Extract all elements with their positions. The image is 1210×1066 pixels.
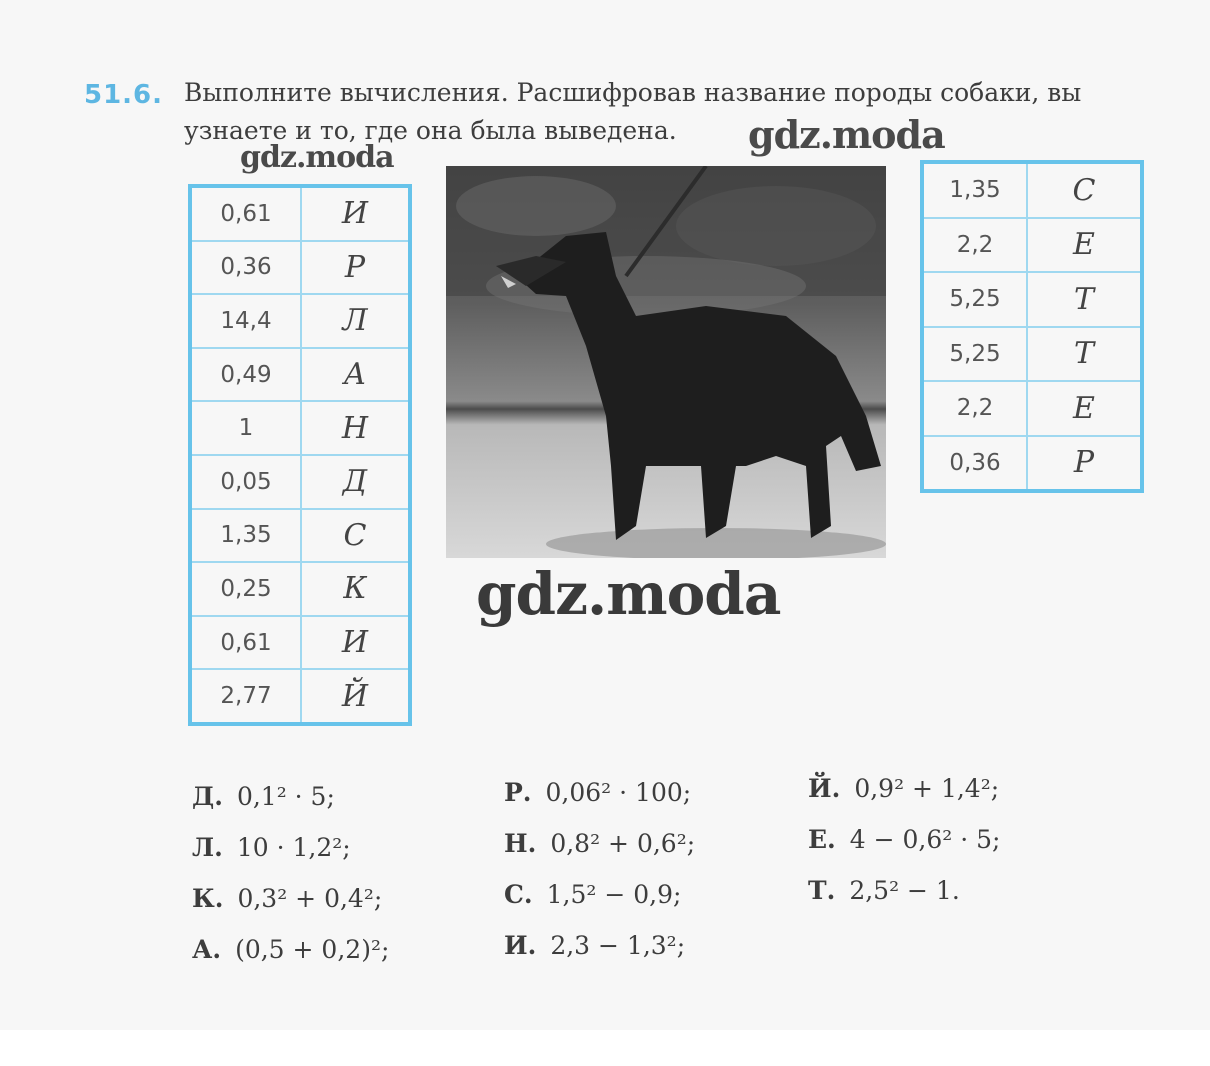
table-row (192, 563, 408, 617)
expression-formula: 0,06² · 100; (545, 778, 692, 807)
table-row (924, 328, 1140, 383)
watermark: gdz.moda (476, 560, 781, 628)
answer-letter: И (341, 625, 369, 661)
expression-item (504, 778, 695, 829)
answer-value: 1,35 (924, 164, 1028, 217)
answer-letter: С (343, 517, 367, 553)
task-number: 51.6. (84, 80, 164, 110)
expression-letter: С. (504, 880, 533, 909)
expression-formula: 2,3 − 1,3²; (550, 931, 686, 960)
answer-value: 2,2 (924, 382, 1028, 435)
table-row (924, 437, 1140, 490)
expression-item (808, 825, 1000, 876)
watermark: gdz.moda (748, 112, 945, 157)
expression-column (504, 778, 695, 982)
answer-letter: Л (342, 303, 368, 339)
answer-value: 5,25 (924, 328, 1028, 381)
answer-value: 0,05 (192, 456, 302, 508)
expression-formula: 1,5² − 0,9; (546, 880, 682, 909)
answer-value: 0,25 (192, 563, 302, 615)
answer-letter: А (343, 357, 367, 393)
table-row (192, 456, 408, 510)
answer-value: 1 (192, 402, 302, 454)
task-text: Выполните вычисления. Расшифровав название породы собаки, вы узнаете и то, где она была выведена. (184, 78, 1082, 145)
answer-letter: С (1072, 172, 1096, 208)
table-row (924, 164, 1140, 219)
expression-formula: 0,8² + 0,6²; (550, 829, 696, 858)
expression-letter: К. (192, 884, 224, 913)
expression-letter: Н. (504, 829, 537, 858)
table-row (192, 242, 408, 296)
table-row (924, 382, 1140, 437)
answer-value: 0,36 (192, 242, 302, 294)
expression-letter: И. (504, 931, 537, 960)
expression-formula: (0,5 + 0,2)²; (235, 935, 390, 964)
expression-column (192, 782, 389, 986)
table-row (192, 670, 408, 722)
watermark: gdz.moda (240, 140, 394, 175)
table-row (192, 402, 408, 456)
expression-letter: Л. (192, 833, 223, 862)
expression-letter: Д. (192, 782, 223, 811)
answer-letter: Р (344, 249, 366, 285)
table-row (192, 188, 408, 242)
table-row (192, 295, 408, 349)
table-row (192, 349, 408, 403)
answer-value: 0,36 (924, 437, 1028, 490)
answer-value: 0,61 (192, 188, 302, 240)
expression-item (192, 884, 389, 935)
answer-letter: Н (341, 410, 369, 446)
answer-letter: Е (1073, 390, 1095, 426)
expression-item (192, 833, 389, 884)
expression-item (504, 931, 695, 982)
expression-column (808, 774, 1000, 927)
answer-letter: Й (341, 678, 369, 714)
answer-value: 0,61 (192, 617, 302, 669)
expression-item (192, 935, 389, 986)
expression-formula: 0,9² + 1,4²; (854, 774, 1000, 803)
expression-formula: 2,5² − 1. (849, 876, 960, 905)
table-row (924, 273, 1140, 328)
answer-letter: Т (1073, 281, 1094, 317)
expression-item (504, 829, 695, 880)
right-answer-table (920, 160, 1144, 493)
expression-letter: Й. (808, 774, 841, 803)
expression-item (808, 876, 1000, 927)
answer-value: 2,2 (924, 219, 1028, 272)
table-row (192, 617, 408, 671)
table-row (192, 510, 408, 564)
expression-formula: 0,1² · 5; (236, 782, 335, 811)
answer-letter: Е (1073, 227, 1095, 263)
expression-item (504, 880, 695, 931)
expression-letter: Т. (808, 876, 836, 905)
expression-formula: 4 − 0,6² · 5; (849, 825, 1001, 854)
answer-value: 2,77 (192, 670, 302, 722)
answer-value: 14,4 (192, 295, 302, 347)
left-answer-table (188, 184, 412, 726)
expression-formula: 0,3² + 0,4²; (237, 884, 383, 913)
answer-value: 0,49 (192, 349, 302, 401)
answer-value: 1,35 (192, 510, 302, 562)
expression-formula: 10 · 1,2²; (236, 833, 351, 862)
expression-letter: Е. (808, 825, 836, 854)
expression-letter: Р. (504, 778, 532, 807)
answer-letter: И (341, 196, 369, 232)
answer-letter: Р (1073, 445, 1095, 481)
dog-photo (446, 166, 886, 558)
answer-letter: К (343, 571, 367, 607)
expression-item (808, 774, 1000, 825)
expression-letter: А. (192, 935, 222, 964)
answer-letter: Д (342, 464, 368, 500)
answer-letter: Т (1073, 336, 1094, 372)
answer-value: 5,25 (924, 273, 1028, 326)
expression-item (192, 782, 389, 833)
table-row (924, 219, 1140, 274)
